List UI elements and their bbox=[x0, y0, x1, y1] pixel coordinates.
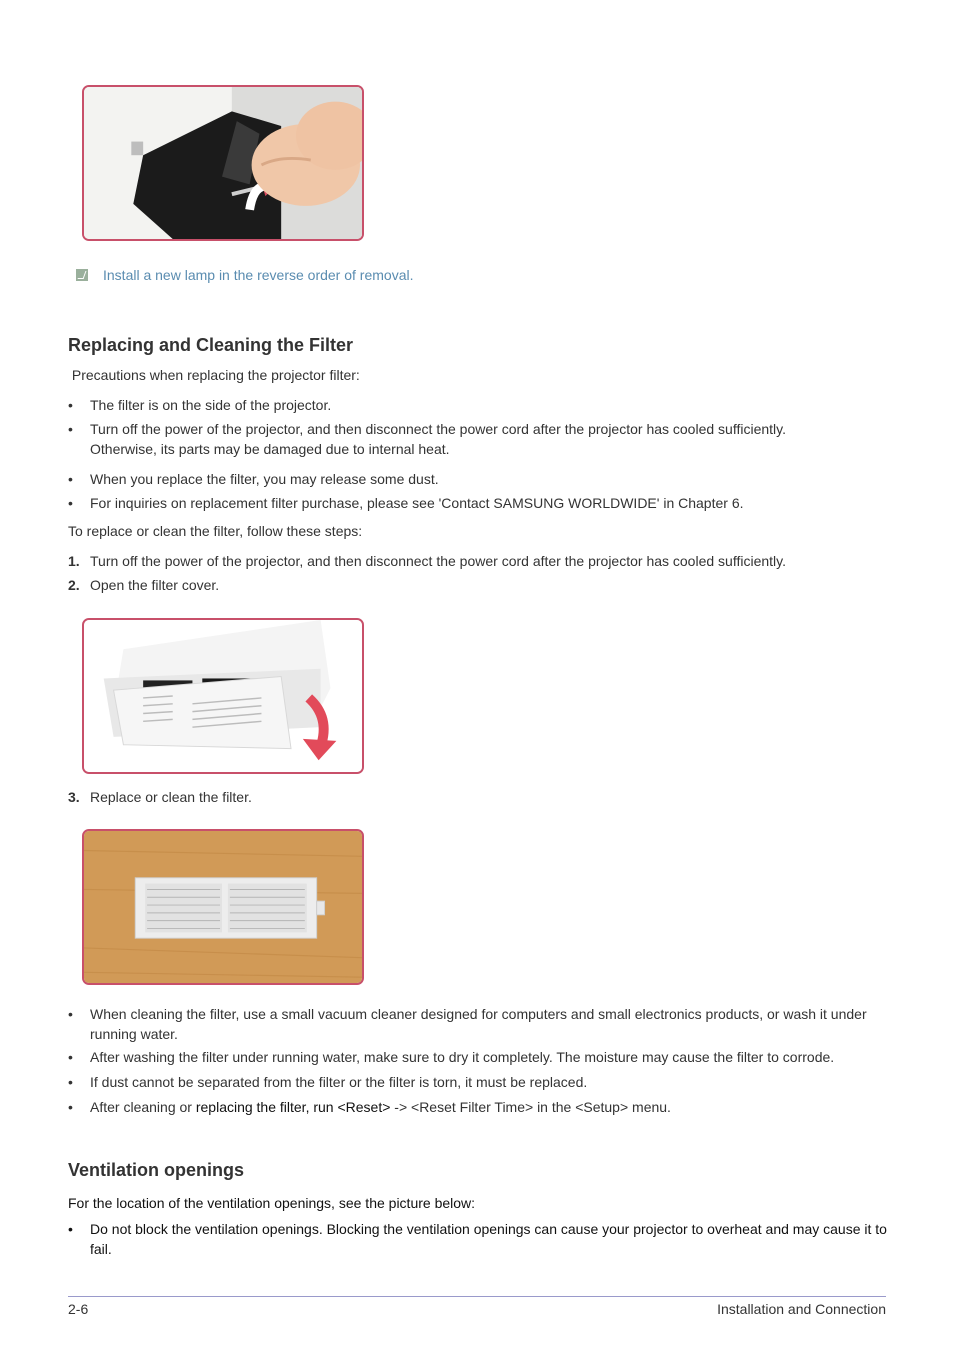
list-item-text: When cleaning the filter, use a small vacuum cleaner designed for computers and small electronics products, or wash it under running water. bbox=[90, 1006, 867, 1042]
footer-rule bbox=[68, 1296, 886, 1297]
ventilation-intro: For the location of the ventilation openings, see the picture below: bbox=[68, 1195, 476, 1211]
list-item-text: After washing the filter under running water, make sure to dry it completely. The moisture may cause the filter to corrode. bbox=[90, 1049, 835, 1065]
list-item-text: If dust cannot be separated from the filter or the filter is torn, it must be replaced. bbox=[90, 1074, 588, 1090]
bullet: • bbox=[68, 421, 73, 437]
bullet: • bbox=[68, 471, 73, 487]
steps-intro: To replace or clean the filter, follow these steps: bbox=[68, 523, 363, 539]
reset-prefix: After cleaning or bbox=[90, 1099, 196, 1115]
list-item bbox=[68, 395, 888, 415]
page-number: 2-6 bbox=[68, 1301, 89, 1317]
bullet: • bbox=[68, 1074, 73, 1090]
bullet: • bbox=[68, 397, 73, 413]
lamp-insertion-photo bbox=[82, 85, 364, 241]
list-item-text: The filter is on the side of the projector. bbox=[90, 397, 332, 413]
note-icon bbox=[76, 269, 88, 281]
list-item-text: For inquiries on replacement filter purchase, please see 'Contact SAMSUNG WORLDWIDE' in Chapter 6. bbox=[90, 495, 744, 511]
list-item-text: Turn off the power of the projector, and then disconnect the power cord after the projector has cooled sufficiently. bbox=[90, 421, 787, 437]
filter-photo bbox=[82, 829, 364, 985]
step-item bbox=[68, 551, 888, 571]
list-item-text: Do not block the ventilation openings. Blocking the ventilation openings can cause your projector to overheat and may cause it to fail. bbox=[90, 1221, 887, 1257]
filter-cover-photo bbox=[82, 618, 364, 774]
list-item bbox=[68, 1097, 888, 1117]
list-item bbox=[68, 469, 888, 489]
step-text: Open the filter cover. bbox=[90, 577, 220, 593]
list-item-text-continued: Otherwise, its parts may be damaged due to internal heat. bbox=[90, 441, 450, 457]
step-number: 3. bbox=[68, 789, 80, 805]
section-heading-filter: Replacing and Cleaning the Filter bbox=[68, 335, 354, 355]
step-item bbox=[68, 787, 888, 807]
step-number: 2. bbox=[68, 577, 80, 593]
note-text: Install a new lamp in the reverse order of removal. bbox=[103, 267, 414, 283]
note bbox=[76, 267, 413, 283]
reset-tail: -> <Reset Filter Time> in the <Setup> menu. bbox=[394, 1099, 671, 1115]
list-item bbox=[68, 1047, 888, 1067]
precautions-intro: Precautions when replacing the projector filter: bbox=[68, 367, 360, 383]
bullet: • bbox=[68, 495, 73, 511]
bullet: • bbox=[68, 1099, 73, 1115]
list-item bbox=[68, 1072, 888, 1092]
step-text: Turn off the power of the projector, and then disconnect the power cord after the projector has cooled sufficiently. bbox=[90, 553, 787, 569]
section-heading-ventilation: Ventilation openings bbox=[68, 1160, 245, 1180]
step-text: Replace or clean the filter. bbox=[90, 789, 252, 805]
bullet: • bbox=[68, 1006, 73, 1022]
list-item bbox=[68, 1219, 888, 1259]
list-item bbox=[68, 419, 888, 459]
bullet: • bbox=[68, 1049, 73, 1065]
list-item bbox=[68, 493, 888, 513]
reset-emphasis: replacing the filter, run <Reset> bbox=[195, 1099, 395, 1115]
list-item-text: When you replace the filter, you may release some dust. bbox=[90, 471, 439, 487]
bullet: • bbox=[68, 1221, 73, 1237]
chapter-title: Installation and Connection bbox=[717, 1301, 886, 1317]
step-item bbox=[68, 575, 888, 595]
list-item-text bbox=[90, 1097, 888, 1117]
step-number: 1. bbox=[68, 553, 80, 569]
list-item bbox=[68, 1004, 888, 1044]
